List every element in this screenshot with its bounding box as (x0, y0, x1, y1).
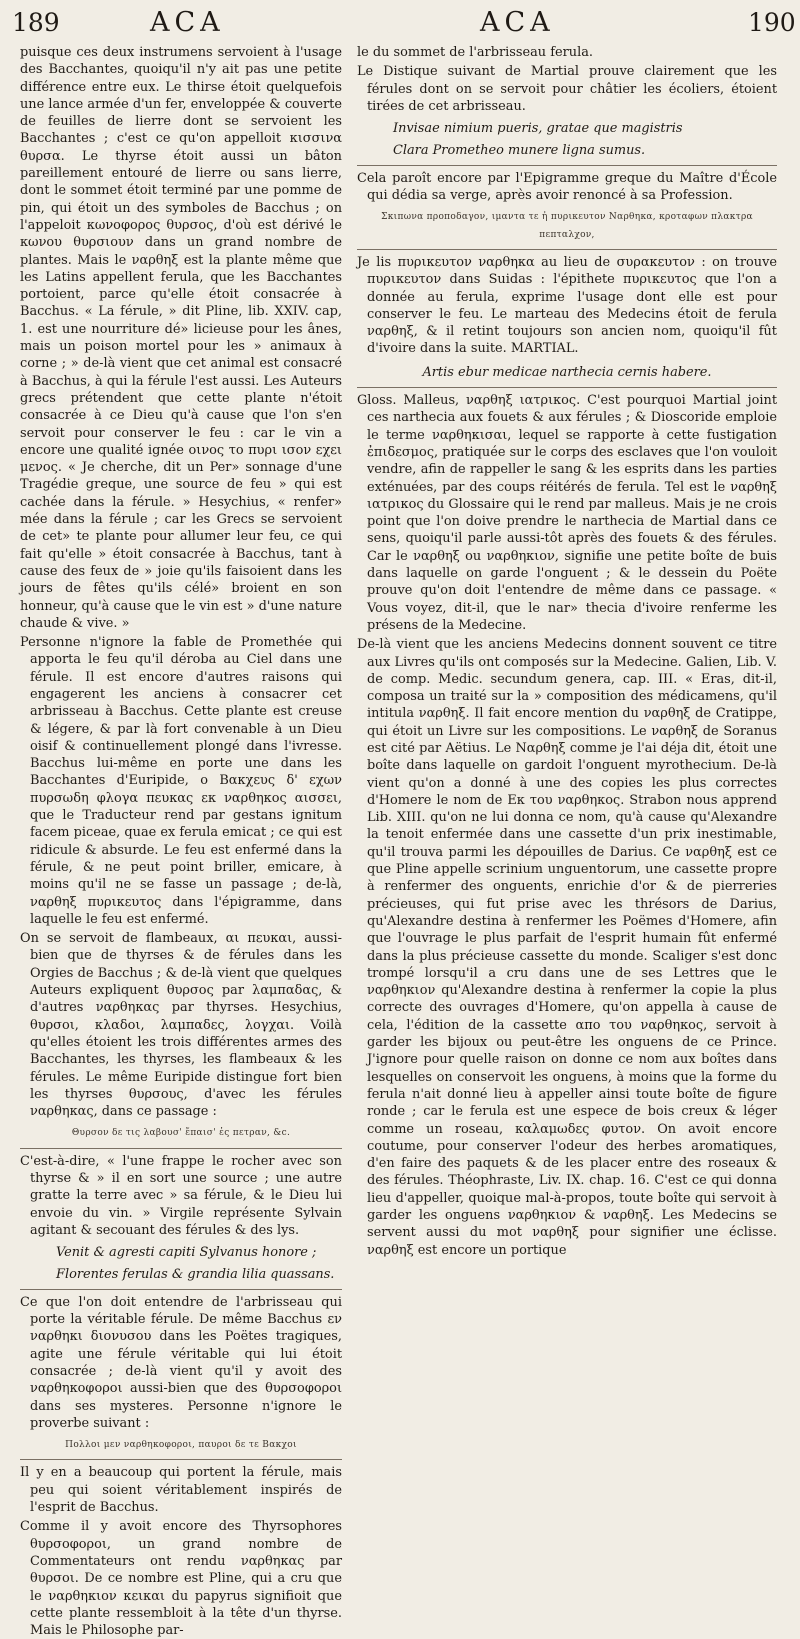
greek-epigram: Σκιπωνα προποδαγον, ιμαντα τε ἠ πυρικευτον Ναρθηκα, κροταφων πλακτρα πεπταλχον, (381, 212, 753, 240)
paragraph: Personne n'ignore la fable de Promethée qui apporta le feu qu'il déroba au Ciel dans une férule. Il est encore d'autres raisons qui engagerent les anciens à consacrer cet arbrisseau à Bacchus. Cette plante est creuse & légere, & par là fort convenable à un Dieu oisif & continuellement plongé dans l'ivresse. Bacchus lui-même en porte une dans les Bacchantes d'Euripide, ο Βακχευς δ' εχων πυρσωδη φλογα πευκας εκ ναρθηκος αισσει, que le Traducteur rend par gestans ignitum facem piceae, quae ex ferula emicat ; ce qui est ridicule & absurde. Le feu est enfermé dans la férule, & ne peut point briller, emicare, à moins qu'il ne se fasse un passage ; de-là, ναρθηξ πυρικευτος dans l'épigramme, dans laquelle le feu est enfermé. (20, 635, 342, 927)
latin-citation: Artis ebur medicae narthecia cernis habere. (422, 364, 712, 380)
page-number-right: 190 (748, 8, 796, 37)
paragraph: le du sommet de l'arbrisseau ferula. (357, 45, 593, 60)
paragraph: C'est-à-dire, « l'une frappe le rocher avec son thyrse & » il en sort une source ; une autre gratte la terre avec » sa férule, & le Dieu lui envoie du vin. » Virgile représente Sylvain agitant & secouant des férules & des lys. (20, 1153, 342, 1238)
right-column (357, 44, 777, 1258)
running-head-right: ACA (480, 7, 555, 38)
paragraph: Gloss. Malleus, ναρθηξ ιατρικος. C'est pourquoi Martial joint ces narthecia aux fouets & aux férules ; & Dioscoride emploie le terme ναρθηκισαι, lequel se rapporte à cette fustigation ἐπιδεσμος, pratiquée sur le corps des esclaves que l'on vouloit vendre, afin de rappeller le sang & les esprits dans les parties exténuées, par des coups réitérés de ferula. Tel est le ναρθηξ ιατρικος du Glossaire qui le rend par malleus. Mais je ne crois point que l'on doive prendre le narthecia de Martial dans ce sens, quoiqu'il parle aussi-tôt après des fouets & des férules. Car le ναρθηξ ou ναρθηκιον, signifie une petite boîte de buis dans laquelle on garde l'onguent ; & le dessein du Poëte prouve qu'on doit l'entendre de même dans ce passage. « Vous voyez, dit-il, que le nar» thecia d'ivoire renferme les présens de la Medecine. (357, 393, 777, 633)
verse-line: Florentes ferulas & grandia lilia quassans. (56, 1267, 335, 1283)
paragraph: On se servoit de flambeaux, αι πευκαι, aussi-bien que de thyrses & de férules dans les Orgies de Bacchus ; & de-là vient que quelques Auteurs expliquent θυρσος par λαμπαδας, & d'autres ναρθηκας par thyrses. Hesychius, θυρσοι, κλαδοι, λαμπαδες, λογχαι. Voilà qu'elles étoient les trois différentes armes des Bacchantes, les thyrses, les flambeaux & les férules. Le même Euripide distingue fort bien les thyrses θυρσους, d'avec les férules ναρθηκας, dans ce passage : (20, 931, 342, 1120)
divider (357, 387, 777, 388)
divider (20, 1148, 342, 1149)
greek-proverb: Πολλοι μεν ναρθηκοφοροι, παυροι δε τε Βακχοι (65, 1440, 297, 1451)
paragraph: puisque ces deux instrumens servoient à l'usage des Bacchantes, quoiqu'il n'y ait pas une petite différence entre eux. Le thirse étoit quelquefois une lance armée d'un fer, enveloppée & couverte de feuilles de lierre dont se servoient les Bacchantes ; c'est ce qu'on appelloit κισσινα θυρσα. Le thyrse étoit aussi un bâton pareillement entouré de lierre ou sans lierre, dont le sommet étoit terminé par une pomme de pin, qui étoit un des symboles de Bacchus ; on l'appeloit κωνοφορος θυρσος, d'où est dérivé le κωνου θυρσιουν dans un grand nombre de plantes. Mais le ναρθηξ est la plante même que les Latins appellent ferula, que les Bacchantes portoient, parce qu'elle étoit consacrée à Bacchus. « La férule, » dit Pline, lib. XXIV. cap, 1. est une nourriture dé» licieuse pour les ânes, mais un poison mortel pour les » animaux à corne ; » de-là vient que cet animal est consacré à Bacchus, à qui la férule l'est aussi. Les Auteurs grecs prétendent que cette plante n'étoit consacrée à ce Dieu qu'à cause que l'on s'en servoit pour conserver le feu : car le vin a encore une qualité ignée οινος το πυρι ισον εχει μενος. « Je cherche, dit un Per» sonnage d'une Tragédie greque, une source de feu » qui est cachée dans la férule. » Hesychius, « renfer» mée dans la férule ; car les Grecs se servoient de cet» te plante pour allumer leur feu, ce qui fait qu'elle » étoit consacrée à Bacchus, tant à cause des feux de » joie qu'ils faisoient dans les jours de fêtes qu'ils célé» broient en son honneur, qu'à cause que le vin est » d'une nature chaude & vive. » (20, 45, 342, 631)
page-number-left: 189 (12, 8, 60, 37)
paragraph: Ce que l'on doit entendre de l'arbrisseau qui porte la véritable férule. De même Bacchus εν ναρθηκι διονυσου dans les Poëtes tragiques, agite une férule véritable qui lui étoit consacrée ; de-là vient qu'il y avoit des ναρθηκοφοροι aussi-bien que des θυρσοφοροι dans ses mysteres. Personne n'ignore le proverbe suivant : (20, 1294, 342, 1431)
paragraph: Je lis πυρικευτον ναρθηκα au lieu de συρακευτον : on trouve πυρικευτον dans Suidas : l'épithete πυρικευτος que l'on a donnée au ferula, exprime l'usage dont elle est pour conserver le feu. Le marteau des Medecins étoit de ferula ναρθηξ, & il retint toujours son ancien nom, quoiqu'il fût d'ivoire dans la suite. MARTIAL. (357, 254, 777, 357)
paragraph: Comme il y avoit encore des Thyrsophores θυρσοφοροι, un grand nombre de Commentateurs ont rendu ναρθηκας par θυρσοι. De ce nombre est Pline, qui a cru que le ναρθηκιον κεικαι du papyrus signifioit que cette plante ressembloit à la tête d'un thyrse. Mais le Philosophe par- (20, 1519, 342, 1639)
verse-line: Invisae nimium pueris, gratae que magistris (393, 121, 683, 137)
paragraph: Cela paroît encore par l'Epigramme greque du Maître d'École qui dédia sa verge, après avoir renoncé à sa Profession. (357, 170, 777, 204)
verse-line: Clara Prometheo munere ligna sumus. (393, 143, 646, 159)
greek-quote: Θυρσον δε τις λαβουσ' ἔπαισ' ἐς πετραν, &c. (71, 1128, 291, 1139)
divider (357, 165, 777, 166)
divider (357, 249, 777, 250)
running-head-left: ACA (150, 7, 225, 38)
verse-line: Venit & agresti capiti Sylvanus honore ; (56, 1245, 317, 1261)
divider (20, 1289, 342, 1290)
paragraph: De-là vient que les anciens Medecins donnent souvent ce titre aux Livres qu'ils ont composés sur la Medecine. Galien, Lib. V. de comp. Medic. secundum genera, cap. III. « Eras, dit-il, composa un traité sur la » composition des médicamens, qu'il intitula ναρθηξ. Il fait encore mention du ναρθηξ de Cratippe, qui étoit un Livre sur les compositions. Le ναρθηξ de Soranus est cité par Aëtius. Le Ναρθηξ comme je l'ai déja dit, étoit une boîte dans laquelle on gardoit l'onguent myrothecium. De-là vient qu'on a donné à une des copies les plus correctes d'Homere le nom de Εκ του ναρθηκος. Strabon nous apprend Lib. XIII. qu'on ne lui donna ce nom, qu'à cause qu'Alexandre la tenoit enfermée dans une cassette d'un prix inestimable, qu'il trouva parmi les dépouilles de Darius. Ce ναρθηξ est ce que Pline appelle scrinium unguentorum, une cassette propre à renfermer des onguents, enrichie d'or & de pierreries précieuses, qui fut prise avec les thrésors de Darius, qu'Alexandre destina à renfermer les Poëmes d'Homere, afin que l'ouvrage le plus parfait de l'esprit humain fût enfermé dans la plus précieuse cassette du monde. Scaliger s'est donc trompé lorsqu'il a cru dans une de ses Lettres que le ναρθηκιον qu'Alexandre destina à renfermer la copie la plus correcte des ouvrages d'Homere, qu'on appella à cause de cela, l'édition de la cassette απο του ναρθηκος, servoit à garder les bijoux ou peut-être les onguens de ce Prince. J'ignore pour quelle raison on donne ce nom aux boîtes dans lesquelles on conservoit les onguens, à moins que la forme du ferula n'ait donné lieu à appeller ainsi toute boîte de figure ronde ; car le ferula est une espece de bois creux & léger comme un roseau, καλαμωδες φυτον. On avoit encore coutume, pour conserver l'odeur des herbes aromatiques, d'en faire des paquets & de les placer entre des roseaux & des férules. Théophraste, Liv. IX. chap. 16. C'est ce qui donna lieu d'appeller, quoique mal-à-propos, toute boîte qui servoit à garder les onguens ναρθηκιον & ναρθηξ. Les Medecins se servent aussi du mot ναρθηξ pour signifier une éclisse. ναρθηξ est encore un portique (357, 637, 777, 1258)
divider (20, 1459, 342, 1460)
left-column (20, 44, 342, 1639)
paragraph: Le Distique suivant de Martial prouve clairement que les férules dont on se servoit pour châtier les écoliers, étoient tirées de cet arbrisseau. (357, 64, 777, 114)
paragraph: Il y en a beaucoup qui portent la férule, mais peu qui soient véritablement inspirés de l'esprit de Bacchus. (20, 1465, 342, 1516)
